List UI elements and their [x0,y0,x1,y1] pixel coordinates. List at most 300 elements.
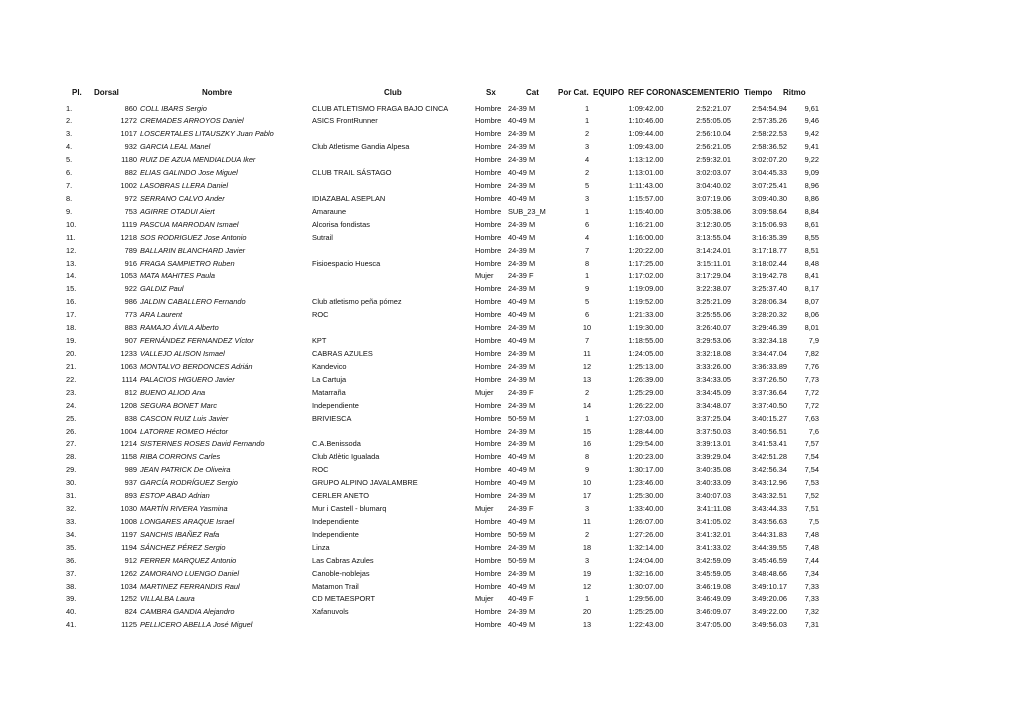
cell-runner-name: MATA MAHITES Paula [140,271,216,281]
cell-club: IDIAZABAL ASEPLAN [312,193,386,203]
cell-split-cementerio: 3:39:13.01 [696,439,731,449]
cell-sex: Hombre [475,426,502,436]
cell-pace: 7,33 [804,581,819,591]
cell-pace: 9,46 [804,116,819,126]
cell-category-position: 1 [584,116,590,126]
cell-finish-time: 2:54:54.94 [752,103,787,113]
cell-club: Amaraune [312,206,347,216]
cell-category: SUB_23_M [508,206,546,216]
table-row [0,399,1024,412]
table-row [0,102,1024,115]
cell-category-position: 2 [584,168,590,178]
cell-category: 24-39 M [508,155,536,165]
cell-bib: 1197 [121,529,137,539]
table-row [0,450,1024,463]
cell-category-position: 3 [584,555,590,565]
cell-club: Independiente [312,400,359,410]
cell-runner-name: AGIRRE OTADUI Aiert [140,206,215,216]
cell-runner-name: VILLALBA Laura [140,594,195,604]
cell-split-cementerio: 3:12:30.05 [696,219,731,229]
cell-category-position: 17 [582,491,592,501]
table-row [0,386,1024,399]
cell-sex: Hombre [475,310,502,320]
cell-split-ref-coronas: 1:21:33.00 [628,310,664,320]
cell-split-cementerio: 3:39:29.04 [696,452,731,462]
cell-runner-name: BUENO ALIOD Ana [140,387,206,397]
cell-bib: 789 [124,245,137,255]
cell-runner-name: SOS RODRIGUEZ Jose Antonio [140,232,247,242]
cell-place: 16. [66,297,77,307]
cell-sex: Hombre [475,181,502,191]
cell-split-ref-coronas: 1:19:52.00 [628,297,664,307]
cell-runner-name: SEGURA BONET Marc [140,400,217,410]
cell-sex: Hombre [475,168,502,178]
cell-category: 24-39 M [508,103,536,113]
cell-finish-time: 3:07:25.41 [752,181,787,191]
cell-bib: 972 [124,193,137,203]
table-row [0,476,1024,489]
cell-pace: 9,09 [804,168,819,178]
table-row [0,463,1024,476]
cell-pace: 8,48 [804,258,819,268]
cell-finish-time: 3:49:20.06 [752,594,787,604]
table-row [0,269,1024,282]
cell-place: 18. [66,323,77,333]
cell-category-position: 11 [583,348,591,358]
table-row [0,295,1024,308]
cell-finish-time: 3:25:37.40 [752,284,787,294]
cell-pace: 7,5 [808,516,819,526]
cell-sex: Hombre [475,413,502,423]
cell-finish-time: 3:44:31.83 [752,529,787,539]
cell-category-position: 8 [584,452,590,462]
cell-split-ref-coronas: 1:25:30.00 [628,491,664,501]
cell-sex: Hombre [475,478,502,488]
cell-place: 30. [66,478,77,488]
cell-place: 6. [66,168,73,178]
cell-bib: 812 [124,387,137,397]
cell-finish-time: 3:36:33.89 [752,361,787,371]
header-sx: Sx [486,88,496,97]
cell-split-cementerio: 3:41:32.01 [696,529,731,539]
table-row [0,528,1024,541]
cell-split-cementerio: 3:13:55.04 [696,232,731,242]
cell-bib: 1053 [120,271,137,281]
cell-sex: Hombre [475,258,502,268]
cell-place: 32. [66,504,77,514]
cell-category-position: 7 [584,336,590,346]
table-row [0,515,1024,528]
cell-runner-name: LOSCERTALES LITAUSZKY Juan Pablo [140,129,274,139]
cell-bib: 893 [124,491,137,501]
cell-finish-time: 3:09:58.64 [752,206,787,216]
cell-pace: 8,07 [804,297,819,307]
cell-pace: 7,72 [804,400,819,410]
cell-category: 50-59 M [508,555,536,565]
header-club: Club [384,88,402,97]
cell-bib: 1194 [121,542,137,552]
cell-split-ref-coronas: 1:15:57.00 [628,193,664,203]
cell-place: 33. [66,516,77,526]
cell-runner-name: COLL IBARS Sergio [140,103,207,113]
cell-category: 24-39 M [508,284,536,294]
cell-finish-time: 3:42:51.28 [752,452,787,462]
cell-category-position: 2 [584,529,590,539]
cell-runner-name: SERRANO CALVO Ander [140,193,225,203]
cell-place: 38. [66,581,77,591]
cell-sex: Hombre [475,361,502,371]
cell-finish-time: 3:18:02.44 [752,258,787,268]
cell-pace: 8,55 [804,232,819,242]
cell-category: 50-59 M [508,529,536,539]
cell-place: 40. [66,607,77,617]
table-row [0,412,1024,425]
cell-club: KPT [312,336,327,346]
table-row [0,489,1024,502]
cell-category: 24-39 M [508,129,536,139]
cell-split-cementerio: 3:40:07.03 [696,491,731,501]
cell-sex: Hombre [475,529,502,539]
cell-sex: Hombre [475,232,502,242]
cell-split-ref-coronas: 1:25:13.00 [628,361,664,371]
cell-place: 28. [66,452,77,462]
cell-sex: Hombre [475,400,502,410]
cell-sex: Hombre [475,491,502,501]
cell-finish-time: 3:17:18.77 [752,245,787,255]
cell-sex: Hombre [475,129,502,139]
cell-finish-time: 3:44:39.55 [752,542,787,552]
cell-finish-time: 3:41:53.41 [752,439,787,449]
table-row [0,140,1024,153]
cell-club: Alcorisa fondistas [312,219,370,229]
cell-place: 5. [66,155,73,165]
header-ritmo: Ritmo [783,88,806,97]
cell-bib: 753 [124,206,137,216]
cell-runner-name: FERRER MARQUEZ Antonio [140,555,237,565]
cell-runner-name: LASOBRAS LLERA Daniel [140,181,229,191]
cell-sex: Hombre [475,452,502,462]
cell-pace: 8,17 [804,284,819,294]
cell-category: 24-39 M [508,348,536,358]
cell-bib: 1063 [120,361,137,371]
cell-category: 24-39 M [508,361,536,371]
table-row [0,153,1024,166]
table-row [0,580,1024,593]
table-row [0,592,1024,605]
cell-finish-time: 3:19:42.78 [752,271,787,281]
cell-finish-time: 2:57:35.26 [752,116,787,126]
cell-category: 40-49 M [508,516,536,526]
cell-category: 24-39 M [508,426,536,436]
cell-split-cementerio: 3:33:26.00 [696,361,731,371]
cell-category: 24-39 M [508,258,536,268]
cell-finish-time: 3:43:56.63 [752,516,787,526]
cell-club: Independiente [312,516,359,526]
cell-runner-name: RIBA CORRONS Carles [140,452,221,462]
cell-finish-time: 3:02:07.20 [752,155,787,165]
cell-bib: 1034 [120,581,137,591]
cell-pace: 9,42 [804,129,819,139]
cell-split-ref-coronas: 1:19:09.00 [628,284,664,294]
cell-runner-name: JEAN PATRICK De Oliveira [140,465,231,475]
cell-sex: Mujer [475,387,494,397]
cell-runner-name: PELLICERO ABELLA José Miguel [140,620,253,630]
cell-split-cementerio: 3:41:33.02 [696,542,731,552]
cell-category-position: 2 [584,129,590,139]
cell-bib: 1233 [120,348,137,358]
cell-bib: 912 [124,555,137,565]
cell-sex: Mujer [475,504,494,514]
cell-bib: 1030 [120,504,137,514]
cell-category-position: 3 [584,193,590,203]
cell-club: Club Atletisme Gandia Alpesa [312,142,410,152]
cell-place: 10. [66,219,77,229]
cell-category-position: 12 [582,581,592,591]
cell-sex: Hombre [475,348,502,358]
cell-runner-name: SANCHIS IBAÑEZ Rafa [140,529,220,539]
cell-bib: 916 [124,258,137,268]
cell-split-ref-coronas: 1:27:03.00 [628,413,664,423]
cell-pace: 7,48 [804,542,819,552]
cell-category: 24-39 F [508,387,534,397]
cell-sex: Hombre [475,155,502,165]
cell-split-cementerio: 3:14:24.01 [696,245,731,255]
cell-place: 4. [66,142,73,152]
cell-place: 23. [66,387,77,397]
cell-split-ref-coronas: 1:23:46.00 [628,478,664,488]
cell-category: 24-39 M [508,245,536,255]
cell-split-ref-coronas: 1:30:07.00 [628,581,664,591]
table-row [0,541,1024,554]
cell-category-position: 19 [582,568,592,578]
header-dorsal: Dorsal [94,88,119,97]
cell-split-ref-coronas: 1:16:00.00 [628,232,664,242]
cell-sex: Mujer [475,594,494,604]
cell-category: 24-39 M [508,542,536,552]
cell-split-ref-coronas: 1:25:25.00 [628,607,664,617]
cell-runner-name: CASCON RUIZ Luis Javier [140,413,229,423]
cell-split-cementerio: 3:46:49.09 [696,594,731,604]
cell-club: Club Atlètic Igualada [312,452,380,462]
cell-bib: 838 [124,413,137,423]
cell-split-ref-coronas: 1:33:40.00 [628,504,664,514]
cell-club: CLUB TRAIL SÁSTAGO [312,168,392,178]
cell-category-position: 6 [584,310,590,320]
table-row [0,360,1024,373]
cell-category: 40-49 F [508,594,534,604]
cell-sex: Hombre [475,245,502,255]
cell-split-cementerio: 3:15:11.01 [696,258,731,268]
cell-split-ref-coronas: 1:25:29.00 [628,387,664,397]
cell-category: 40-49 M [508,193,536,203]
cell-club: GRUPO ALPINO JAVALAMBRE [312,478,418,488]
table-row [0,192,1024,205]
cell-runner-name: FRAGA SAMPIETRO Ruben [140,258,235,268]
table-row [0,373,1024,386]
cell-split-cementerio: 3:26:40.07 [696,323,731,333]
cell-club: C.A.Benissoda [312,439,361,449]
cell-runner-name: JALDIN CABALLERO Fernando [140,297,246,307]
cell-category-position: 4 [584,155,590,165]
cell-bib: 860 [124,103,137,113]
cell-club: La Cartuja [312,374,347,384]
cell-category: 40-49 M [508,465,536,475]
header-pl: Pl. [72,88,82,97]
cell-category-position: 9 [584,465,590,475]
cell-split-ref-coronas: 1:26:22.00 [628,400,664,410]
cell-category-position: 3 [584,504,590,514]
cell-sex: Hombre [475,284,502,294]
cell-sex: Hombre [475,323,502,333]
cell-split-cementerio: 3:07:19.06 [696,193,731,203]
cell-sex: Mujer [475,271,494,281]
cell-runner-name: GALDIZ Paul [140,284,184,294]
cell-club: Club atletismo peña pómez [312,297,402,307]
cell-place: 20. [66,348,77,358]
cell-bib: 773 [124,310,137,320]
cell-finish-time: 3:28:06.34 [752,297,787,307]
cell-category: 24-39 F [508,504,534,514]
cell-category-position: 5 [584,297,590,307]
cell-pace: 7,72 [804,387,819,397]
cell-pace: 7,33 [804,594,819,604]
cell-finish-time: 3:37:40.50 [752,400,787,410]
cell-category-position: 1 [584,206,590,216]
cell-split-ref-coronas: 1:26:39.00 [628,374,664,384]
cell-pace: 7,73 [804,374,819,384]
cell-club: CD METAESPORT [312,594,375,604]
cell-runner-name: SISTERNES ROSES David Fernando [140,439,265,449]
cell-category: 24-39 M [508,491,536,501]
cell-split-ref-coronas: 1:13:12.00 [628,155,664,165]
cell-pace: 8,96 [804,181,819,191]
cell-sex: Hombre [475,374,502,384]
cell-category-position: 5 [584,181,590,191]
cell-split-cementerio: 3:25:55.06 [696,310,731,320]
cell-runner-name: RAMAJO ÁVILA Alberto [140,323,219,333]
cell-pace: 7,53 [804,478,819,488]
cell-category-position: 7 [584,245,590,255]
cell-category-position: 11 [583,516,591,526]
cell-finish-time: 2:58:36.52 [752,142,787,152]
cell-category-position: 1 [584,271,590,281]
cell-sex: Hombre [475,568,502,578]
cell-split-cementerio: 3:25:21.09 [696,297,731,307]
cell-sex: Hombre [475,555,502,565]
cell-pace: 7,9 [808,336,819,346]
table-row [0,231,1024,244]
cell-place: 7. [66,181,73,191]
cell-category: 40-49 M [508,297,536,307]
cell-pace: 8,61 [804,219,819,229]
cell-split-cementerio: 3:32:18.08 [696,348,731,358]
cell-runner-name: SÁNCHEZ PÉREZ Sergio [140,542,226,552]
cell-pace: 7,31 [804,620,819,630]
cell-split-cementerio: 3:34:48.07 [696,400,731,410]
table-row [0,618,1024,631]
cell-split-ref-coronas: 1:09:43.00 [628,142,664,152]
cell-pace: 7,57 [804,439,819,449]
cell-runner-name: MARTÍN RIVERA Yasmina [140,504,228,514]
cell-pace: 7,54 [804,465,819,475]
cell-category-position: 10 [582,478,592,488]
cell-bib: 1252 [120,594,137,604]
cell-split-cementerio: 3:41:05.02 [696,516,731,526]
cell-runner-name: CAMBRA GANDIA Alejandro [140,607,235,617]
cell-split-ref-coronas: 1:27:26.00 [628,529,664,539]
cell-bib: 1218 [120,232,137,242]
cell-category-position: 13 [582,374,592,384]
cell-bib: 1119 [121,219,137,229]
cell-pace: 7,82 [804,348,819,358]
cell-bib: 907 [124,336,137,346]
header-ref-coronas: REF CORONAS [628,88,688,97]
cell-place: 29. [66,465,77,475]
cell-place: 24. [66,400,77,410]
cell-split-ref-coronas: 1:17:25.00 [628,258,664,268]
cell-club: CABRAS AZULES [312,348,373,358]
cell-runner-name: ZAMORANO LUENGO Daniel [140,568,239,578]
cell-split-cementerio: 3:34:33.05 [696,374,731,384]
cell-finish-time: 3:49:10.17 [752,581,787,591]
cell-runner-name: VALLEJO ALISON Ismael [140,348,225,358]
table-row [0,244,1024,257]
cell-sex: Hombre [475,193,502,203]
cell-club: Kandevico [312,361,347,371]
cell-pace: 9,41 [804,142,819,152]
cell-runner-name: FERNÁNDEZ FERNANDEZ Víctor [140,336,254,346]
cell-pace: 7,52 [804,491,819,501]
cell-split-ref-coronas: 1:26:07.00 [628,516,664,526]
cell-sex: Hombre [475,516,502,526]
cell-place: 3. [66,129,73,139]
cell-split-cementerio: 3:42:59.09 [696,555,731,565]
cell-finish-time: 3:43:12.96 [752,478,787,488]
cell-pace: 9,22 [804,155,819,165]
cell-place: 41. [66,620,77,630]
cell-club: Mur i Castell - blumarq [312,504,387,514]
cell-place: 25. [66,413,77,423]
cell-pace: 8,86 [804,193,819,203]
cell-place: 35. [66,542,77,552]
cell-place: 39. [66,594,77,604]
cell-category: 24-39 M [508,439,536,449]
cell-finish-time: 3:32:34.18 [752,336,787,346]
cell-place: 34. [66,529,77,539]
cell-club: Sutrail [312,232,333,242]
cell-sex: Hombre [475,620,502,630]
cell-pace: 8,84 [804,206,819,216]
cell-split-ref-coronas: 1:30:17.00 [628,465,664,475]
cell-finish-time: 3:16:35.39 [752,232,787,242]
cell-runner-name: BALLARIN BLANCHARD Javier [140,245,246,255]
table-row [0,437,1024,450]
cell-split-cementerio: 3:45:59.05 [696,568,731,578]
cell-category: 40-49 M [508,478,536,488]
cell-category-position: 18 [582,542,592,552]
cell-bib: 986 [124,297,137,307]
cell-finish-time: 3:48:48.66 [752,568,787,578]
cell-place: 8. [66,193,73,203]
cell-split-cementerio: 3:41:11.08 [696,504,731,514]
cell-bib: 1158 [121,452,137,462]
cell-bib: 989 [124,465,137,475]
cell-runner-name: LONGARES ARAQUE Israel [140,516,235,526]
cell-bib: 1180 [121,155,137,165]
cell-split-ref-coronas: 1:17:02.00 [628,271,664,281]
cell-category-position: 13 [582,620,592,630]
cell-place: 9. [66,206,73,216]
